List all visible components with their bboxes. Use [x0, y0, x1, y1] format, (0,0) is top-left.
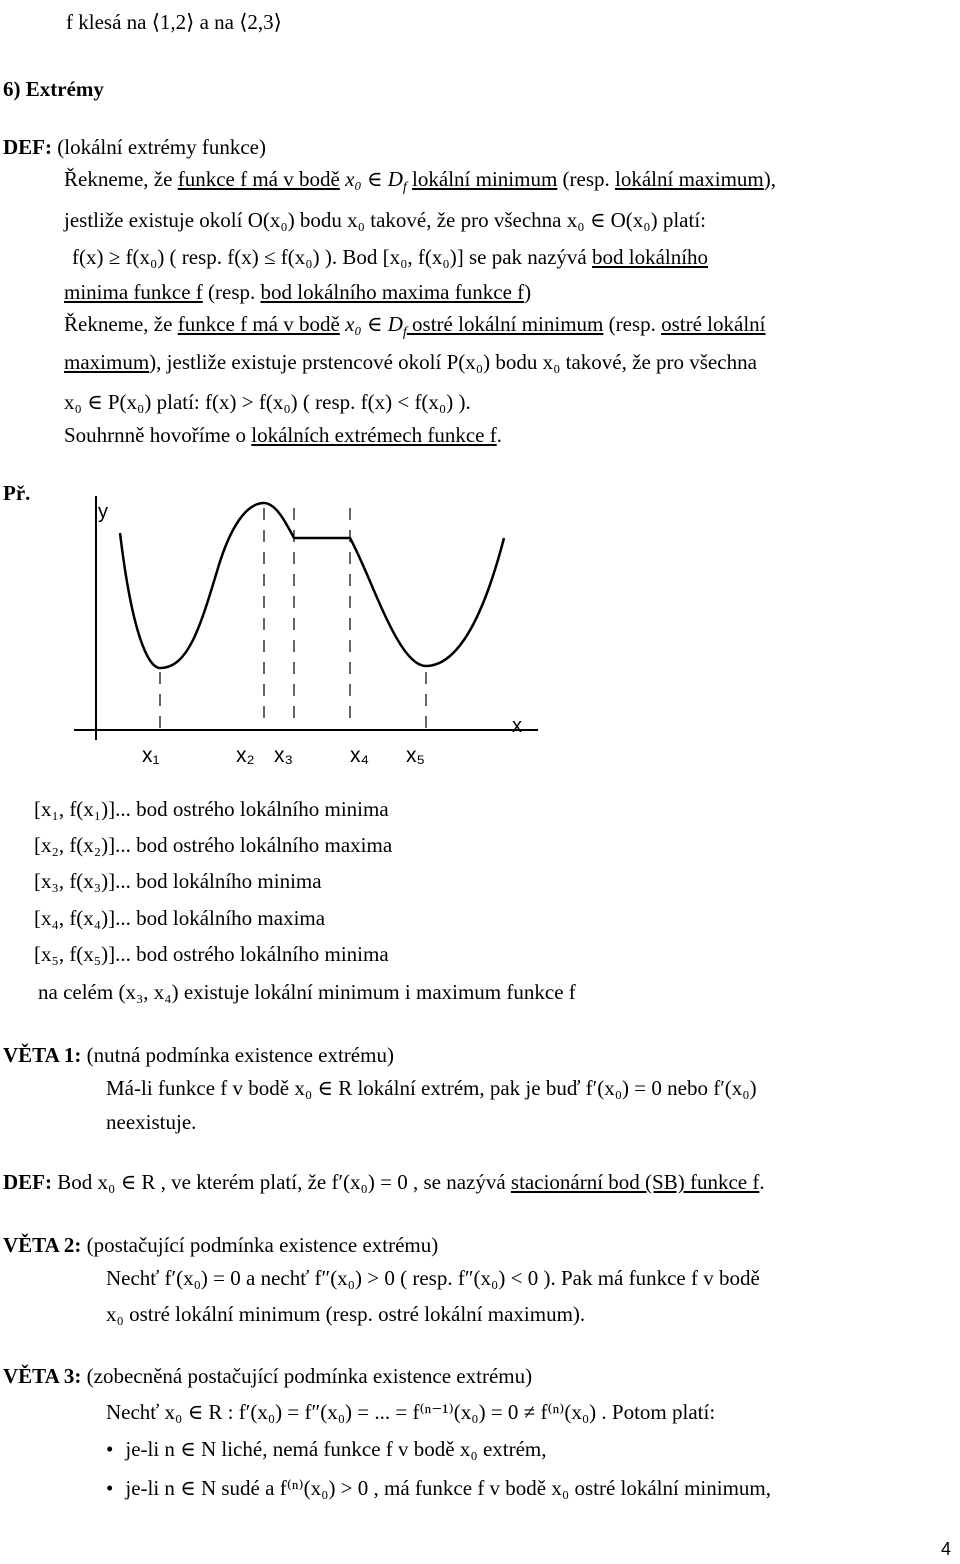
- page-number: 4: [941, 1539, 952, 1559]
- text: Řekneme, že: [64, 167, 178, 191]
- def-stacionarni-bod: [3, 1170, 765, 1195]
- point-desc: ... bod lokálního maxima: [115, 906, 326, 930]
- veta2-title: (postačující podmínka existence extrému): [86, 1233, 439, 1257]
- veta3-bullet-2: • je-li n ∈ N sudé a f⁽ⁿ⁾(x₀) > 0 , má funkce f v bodě x₀ ostré lokální minimum,: [106, 1476, 771, 1501]
- veta1-label: VĚTA 1:: [3, 1043, 82, 1067]
- text: (resp.: [557, 167, 616, 191]
- example-label: Př.: [3, 481, 31, 505]
- point-item: [34, 869, 322, 894]
- text: Bod x₀ ∈ R , ve kterém platí, že f′(x₀) = 0 , se nazývá: [52, 1170, 511, 1194]
- math: x₀ ∈ D: [339, 312, 403, 336]
- point-coords: [x₂, f(x₂)]: [34, 833, 116, 857]
- def2-label: DEF:: [3, 1170, 52, 1194]
- veta2-heading: [3, 1233, 438, 1258]
- underlined-term: maximum: [64, 350, 150, 374]
- math: x₀ ∈ D: [339, 167, 403, 191]
- def1-line-3: [72, 245, 708, 270]
- def1-line-1: [64, 167, 776, 196]
- point-item: [34, 797, 389, 822]
- def1-line-2: jestliže existuje okolí O(x₀) bodu x₀ takové, že pro všechna x₀ ∈ O(x₀) platí:: [64, 208, 706, 232]
- veta3-label: VĚTA 3:: [3, 1364, 82, 1388]
- tick-label-x3: x₃: [274, 744, 294, 767]
- point-item: [34, 906, 325, 931]
- text: ): [524, 280, 532, 304]
- text: (resp.: [603, 312, 662, 336]
- x-axis-label: x: [512, 715, 522, 737]
- underlined-term: lokální maximum: [615, 167, 764, 191]
- y-axis-label: y: [98, 501, 108, 523]
- point-coords: [x₃, f(x₃)]: [34, 869, 116, 893]
- tick-label-x2: x₂: [236, 744, 255, 767]
- underlined-term: bod lokálního: [591, 245, 709, 269]
- veta2-line-1: Nechť f′(x₀) = 0 a nechť f″(x₀) > 0 ( resp. f″(x₀) < 0 ). Pak má funkce f v bodě: [106, 1266, 760, 1290]
- def-lokalni-extremy: [3, 135, 266, 160]
- def1-line-6: [64, 350, 757, 375]
- top-line: f klesá na ⟨1,2⟩ a na ⟨2,3⟩: [66, 10, 282, 34]
- text: .: [759, 1170, 765, 1194]
- text: .: [496, 423, 502, 447]
- point-item: [34, 942, 389, 967]
- underlined-term: bod lokálního maxima funkce f: [260, 280, 525, 304]
- math-subscript: f: [402, 180, 407, 196]
- def1-line-5: [64, 312, 766, 341]
- math-text: f(x) ≥ f(x₀) ( resp. f(x) ≤ f(x₀) ). Bod [x₀, f(x₀)] se pak nazývá: [72, 245, 592, 269]
- underlined-term: lokální minimum: [412, 167, 558, 191]
- veta1-title: (nutná podmínka existence extrému): [86, 1043, 394, 1067]
- text: ), jestliže existuje prstencové okolí P(x₀) bodu x₀ takové, že pro všechna: [149, 350, 757, 374]
- interval-note: na celém (x₃, x₄) existuje lokální minimum i maximum funkce f: [38, 980, 576, 1004]
- veta3-heading: [3, 1364, 532, 1389]
- veta1-line-2: neexistuje.: [106, 1110, 197, 1134]
- def1-line-4: [64, 280, 531, 305]
- text: Souhrnně hovoříme o: [64, 423, 252, 447]
- point-coords: [x₁, f(x₁)]: [34, 797, 116, 821]
- underlined-term: minima funkce f: [64, 280, 203, 304]
- function-curve: [120, 503, 504, 668]
- def-label: DEF:: [3, 135, 52, 159]
- tick-label-x1: x₁: [142, 744, 160, 767]
- function-graph: [58, 478, 548, 778]
- point-desc: ... bod ostrého lokálního maxima: [115, 833, 393, 857]
- point-desc: ... bod lokálního minima: [115, 869, 322, 893]
- underlined-term: funkce f má v bodě: [177, 167, 340, 191]
- underlined-term: ostré lokální: [661, 312, 766, 336]
- veta3-bullet-1: • je-li n ∈ N liché, nemá funkce f v bodě x₀ extrém,: [106, 1437, 547, 1462]
- def-title: (lokální extrémy funkce): [57, 135, 266, 159]
- veta1-line-1: Má-li funkce f v bodě x₀ ∈ R lokální extrém, pak je buď f′(x₀) = 0 nebo f′(x₀): [106, 1076, 757, 1100]
- underlined-term: funkce f má v bodě: [177, 312, 340, 336]
- underlined-term: stacionární bod (SB) funkce f: [510, 1170, 760, 1194]
- point-desc: ... bod ostrého lokálního minima: [115, 797, 389, 821]
- def1-line-8: [64, 423, 502, 448]
- underlined-term: lokálních extrémech funkce f: [251, 423, 497, 447]
- underlined-term: ostré lokální minimum: [406, 312, 604, 336]
- point-coords: [x₅, f(x₅)]: [34, 942, 116, 966]
- section-heading: 6) Extrémy: [3, 77, 104, 101]
- text: (resp.: [202, 280, 261, 304]
- veta3-line-1: Nechť x₀ ∈ R : f′(x₀) = f″(x₀) = ... = f⁽ⁿ⁻¹⁾(x₀) = 0 ≠ f⁽ⁿ⁾(x₀) . Potom platí:: [106, 1400, 716, 1424]
- def1-line-7: x₀ ∈ P(x₀) platí: f(x) > f(x₀) ( resp. f(x) < f(x₀) ).: [64, 390, 471, 414]
- veta1-heading: [3, 1043, 394, 1068]
- point-desc: ... bod ostrého lokálního minima: [115, 942, 389, 966]
- tick-label-x5: x₅: [406, 744, 425, 767]
- point-item: [34, 833, 392, 858]
- veta2-line-2: x₀ ostré lokální minimum (resp. ostré lokální maximum).: [106, 1302, 586, 1326]
- veta3-title: (zobecněná postačující podmínka existence extrému): [86, 1364, 533, 1388]
- veta2-label: VĚTA 2:: [3, 1233, 82, 1257]
- point-coords: [x₄, f(x₄)]: [34, 906, 116, 930]
- text: ),: [763, 167, 777, 191]
- text: Řekneme, že: [64, 312, 178, 336]
- tick-label-x4: x₄: [350, 744, 370, 767]
- math-subscript: f: [402, 325, 407, 341]
